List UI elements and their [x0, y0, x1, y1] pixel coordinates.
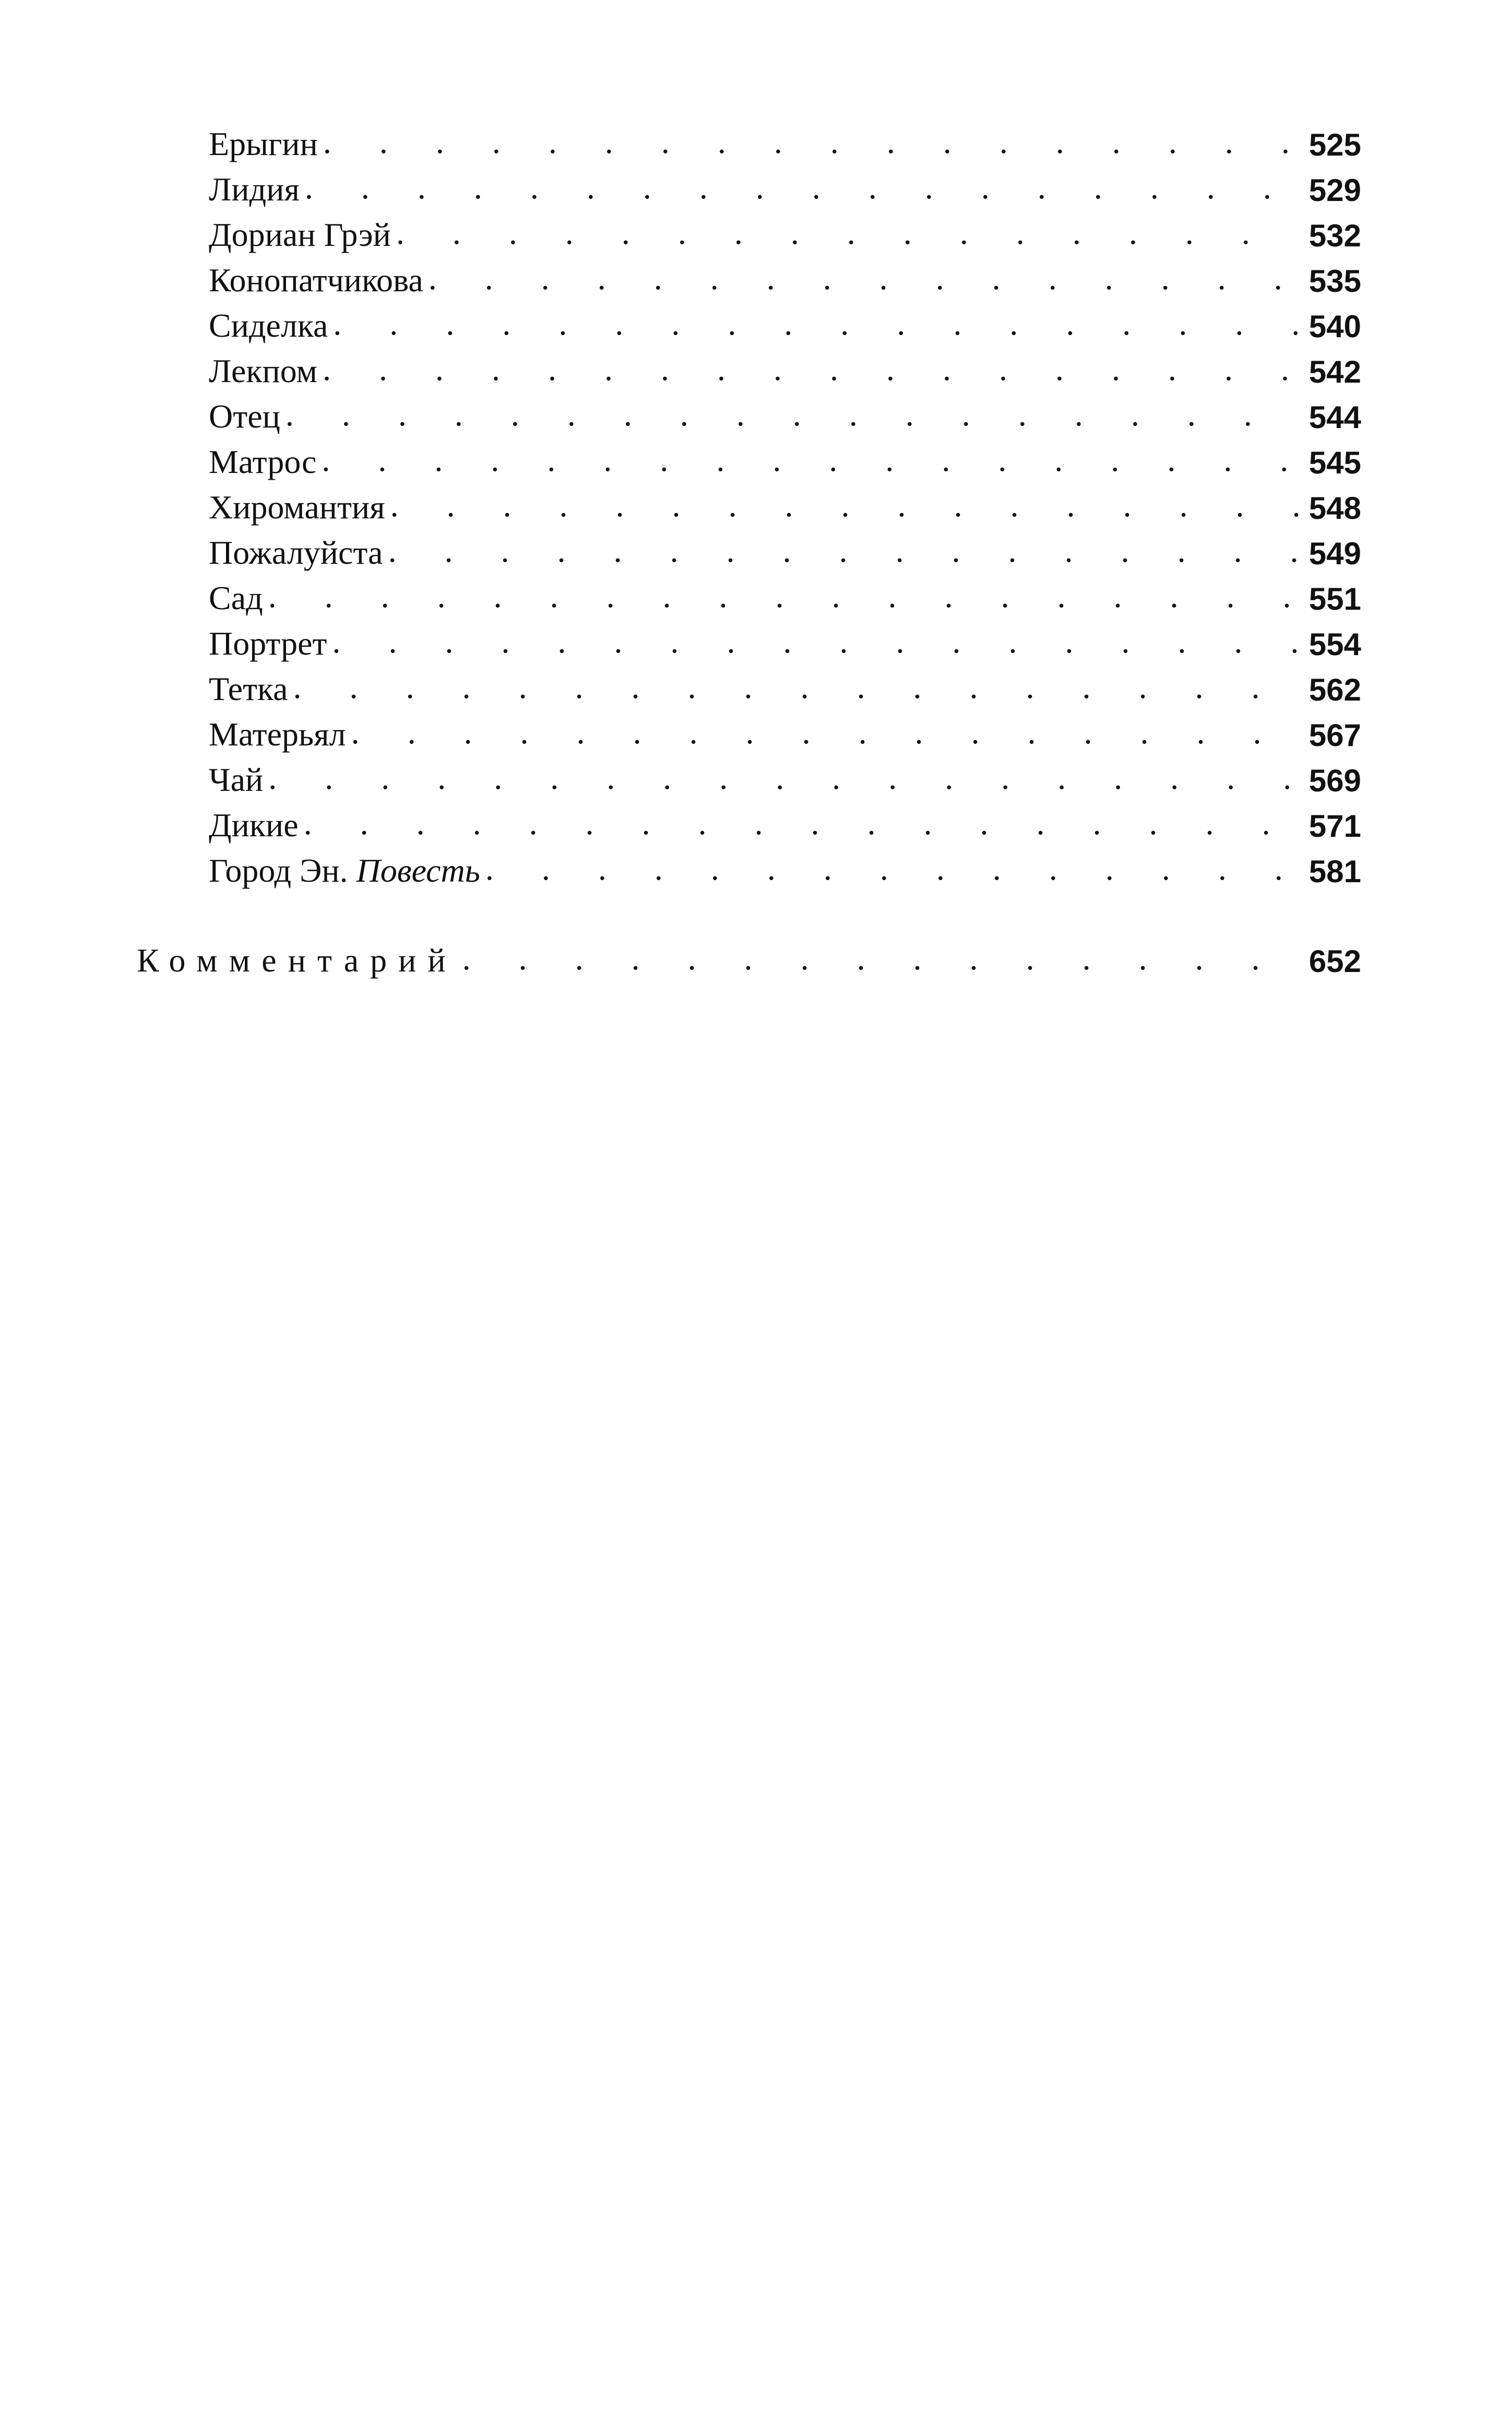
dot-leader: [332, 625, 1299, 658]
toc-entry-title: Отец: [209, 398, 280, 435]
toc-entry-title: Пожалуйста: [209, 534, 383, 571]
toc-entry-sidelka: [209, 297, 1361, 342]
toc-entry-erygin: [209, 115, 1361, 161]
toc-entry-page: 544: [1308, 400, 1361, 435]
toc-entry-dikie: [209, 796, 1361, 842]
toc-entry-otets: [209, 387, 1361, 433]
toc-entry-page: 529: [1308, 173, 1361, 208]
dot-leader: [305, 171, 1299, 204]
dot-leader: [293, 670, 1299, 704]
toc-entry-title: Сиделка: [209, 307, 328, 344]
toc-entry-title: Матрос: [209, 443, 317, 480]
toc-entry-title: Комментарий: [137, 942, 457, 979]
toc-entry-page: 525: [1308, 127, 1361, 162]
toc-entry-page: 581: [1308, 854, 1361, 889]
toc-entry-commentary: [137, 931, 1361, 977]
toc-entry-page: 545: [1308, 445, 1361, 480]
toc-entry-konopatchikova: [209, 251, 1361, 297]
dot-leader: [428, 262, 1299, 295]
dot-leader: [322, 443, 1299, 477]
toc-entry-sad: [209, 569, 1361, 615]
dot-leader: [323, 352, 1299, 386]
toc-entry-title: Лекпом: [209, 352, 317, 389]
toc-entry-title: Лидия: [209, 171, 300, 208]
toc-entry-title: Чай: [209, 761, 264, 798]
toc-entry-matros: [209, 433, 1361, 479]
dot-leader: [304, 807, 1299, 840]
toc-entry-lidiya: [209, 160, 1361, 206]
toc-entry-chay: [209, 751, 1361, 797]
toc-entry-title: Конопатчикова: [209, 262, 423, 299]
toc-entry-lekpom: [209, 342, 1361, 388]
toc-entry-title: Дикие: [209, 807, 299, 844]
toc-entry-page: 562: [1308, 672, 1361, 707]
toc-entry-page: 551: [1308, 582, 1361, 617]
dot-leader: [333, 307, 1299, 340]
dot-leader: [485, 852, 1299, 885]
toc-entry-title: Тетка: [209, 670, 288, 707]
dot-leader: [268, 761, 1299, 795]
toc-entry-page: 567: [1308, 718, 1361, 753]
toc-entry-page: 532: [1308, 218, 1361, 253]
dot-leader: [285, 398, 1299, 431]
toc-entry-gorod-en: [209, 841, 1361, 887]
toc-entry-subtitle: Повесть: [356, 852, 480, 889]
toc-entry-tetka: [209, 660, 1361, 706]
dot-leader: [396, 216, 1299, 250]
dot-leader: [323, 125, 1299, 159]
toc-entry-page: 540: [1308, 309, 1361, 344]
toc-entry-portret: [209, 614, 1361, 660]
toc-entry-title: [209, 854, 485, 887]
toc-entry-page: 542: [1308, 354, 1361, 389]
toc-entry-page: 652: [1308, 944, 1361, 979]
toc-entry-page: 571: [1308, 809, 1361, 844]
toc-entry-pozhaluysta: [209, 524, 1361, 570]
toc-entry-dorian-grey: [209, 206, 1361, 252]
toc-entry-title-main: Город Эн.: [209, 852, 348, 889]
dot-leader: [268, 579, 1299, 613]
toc-entry-page: 548: [1308, 491, 1361, 526]
toc-entry-title: Сад: [209, 579, 263, 617]
toc-entry-page: 535: [1308, 264, 1361, 299]
toc-entry-page: 569: [1308, 763, 1361, 798]
dot-leader: [390, 489, 1299, 522]
toc-entry-materyal: [209, 705, 1361, 751]
dot-leader: [388, 534, 1299, 567]
dot-leader: [462, 942, 1299, 975]
toc-entry-title: Дориан Грэй: [209, 216, 391, 253]
toc-entry-title: Хиромантия: [209, 489, 385, 526]
toc-entry-title: Портрет: [209, 625, 327, 662]
toc-entry-page: 549: [1308, 536, 1361, 571]
toc-entry-title: Матерьял: [209, 716, 346, 753]
dot-leader: [351, 716, 1299, 749]
toc-entry-title: Ерыгин: [209, 125, 318, 162]
toc-entry-page: 554: [1308, 627, 1361, 662]
toc-entry-khiromantiya: [209, 478, 1361, 524]
